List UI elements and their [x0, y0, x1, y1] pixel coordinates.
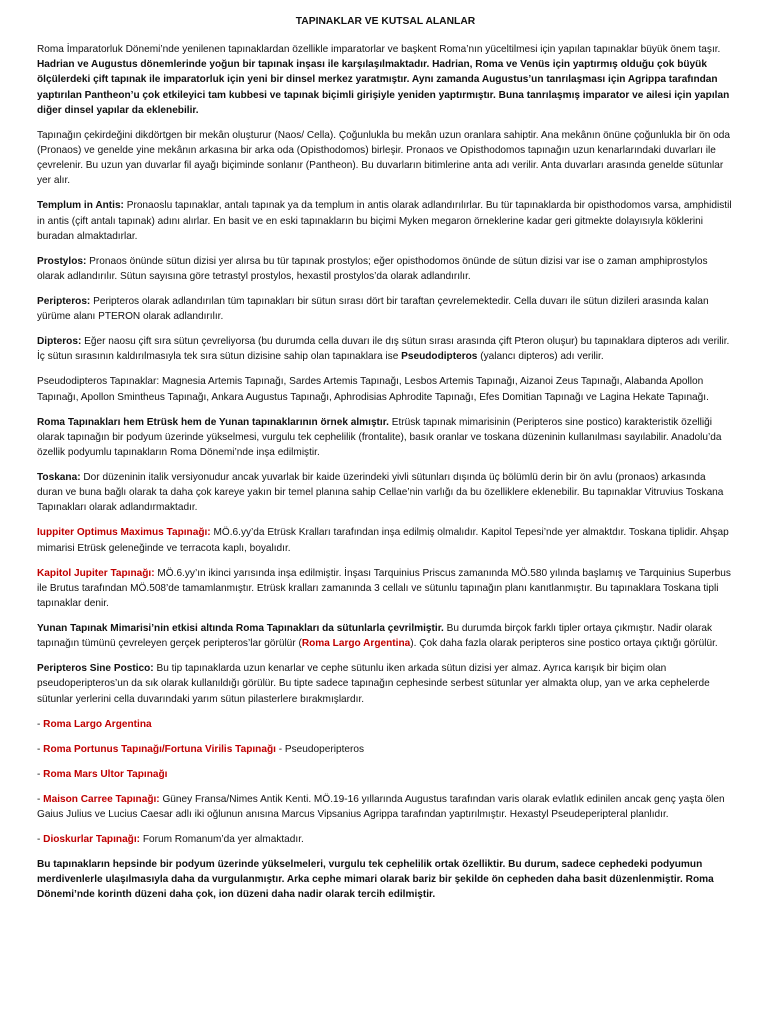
paragraph-roma-tapinaklari — [37, 415, 734, 461]
list-item-text: - Pseudoperipteros — [275, 743, 365, 755]
yunan-etkisi-text-end: ). Çok daha fazla olarak peripteros sine postico ortaya çıktığı görülür. — [410, 638, 718, 650]
list-item — [37, 742, 734, 757]
peripteros-text: Peripteros olarak adlandırılan tüm tapınakları bir sütun sırası dört bir taraftan çevrelemektedir. Cella duvarı ile sütun dizileri arasında kalan yürüme alanı PTERON olarak adlandırılır. — [37, 296, 709, 323]
term-prostylos: Prostylos: — [37, 255, 87, 267]
paragraph-iuppiter — [37, 525, 734, 555]
list-item-text: Forum Romanum’da yer almaktadır. — [140, 833, 304, 845]
paragraph-yunan-etkisi — [37, 621, 734, 651]
templum-in-antis-text: Pronaoslu tapınaklar, antalı tapınak ya da templum in antis olarak adlandırılırlar. Bu tür tapınaklarda bir opisthodomos varsa, amphidistil in antis (çift antalı tapınak) adını alırlar. En basit ve en eski tapınakların bu biçimi Myken megaron örneklerine kadar geri gitmekte dolayısıyla köklerini buradan almaktadırlar. — [37, 200, 732, 242]
list-dash: - — [37, 793, 44, 805]
term-sine-postico: Peripteros Sine Postico: — [37, 663, 154, 675]
paragraph-conclusion: Bu tapınakların hepsinde bir podyum üzerinde yükselmeleri, vurgulu tek cephelilik ortak özelliktir. Bu durum, sadece cephedeki podyumun merdivenlerle ulaşılmasıyla daha da vurgulanmıştır. Arka cephe mimari olarak bariz bir şekilde ön cepheden daha basit düzenlenmiştir. Roma Dönemi’nde korinth düzeni daha çok, ion düzeni daha nadir olarak tercih edilmiştir. — [37, 858, 714, 901]
list-item — [37, 767, 734, 782]
paragraph-templum-in-antis — [37, 198, 734, 244]
list-item-title: Roma Largo Argentina — [43, 718, 152, 730]
paragraph-kapitol-jupiter — [37, 566, 734, 612]
document-title: TAPINAKLAR VE KUTSAL ALANLAR — [295, 16, 476, 27]
list-item-title: Maison Carree Tapınağı: — [43, 793, 160, 805]
term-iuppiter: Iuppiter Optimus Maximus Tapınağı: — [37, 527, 211, 539]
list-item-title: Roma Mars Ultor Tapınağı — [43, 768, 168, 780]
list-item-text: Güney Fransa/Nimes Antik Kenti. MÖ.19-16 yıllarında Augustus tarafından varis olarak evlatlık edinilen ancak genç yaşta ölen Gaius Julius ve Lucius Caesar adlı iki oğlunun anısına Marcus Vipsanius Agrippa tarafından yaptırılmıştır. Hexastyl Pseudeperipteral planlıdır. — [37, 793, 725, 820]
term-toskana: Toskana: — [37, 472, 81, 484]
intro-bold-text: Hadrian ve Augustus dönemlerinde yoğun bir tapınak inşası ile karşılaşılmaktadır. Hadrian, Roma ve Venüs için yaptırmış olduğu çok büyük ölçülerdeki çift tapınak ile imparatorluk için yeni bir dinsel merkez yaratmıştır. Aynı zamanda Augustus’un tanrılaşması için Agrippa tarafından yaptırılan Pantheon’u çok etkileyici tam kubbesi ve tapınak biçimli girişiyle yeniden yaptırmıştır. Buna tanrılaşmış imparator ve ailesi için yapılan diğer dinsel yapılar da eklenebilir. — [37, 59, 730, 116]
paragraph-dipteros — [37, 334, 734, 364]
list-item-title: Dioskurlar Tapınağı: — [43, 833, 141, 845]
list-item — [37, 717, 734, 732]
roma-tapinaklari-bold: Roma Tapınakları hem Etrüsk hem de Yunan tapınaklarının örnek almıştır. — [37, 416, 389, 428]
paragraph-peripteros — [37, 294, 734, 324]
intro-text: Roma İmparatorluk Dönemi’nde yenilenen tapınaklardan özellikle imparatorlar ve başkent Roma’nın yüceltilmesi için yapılan tapınaklar büyük önem taşır. — [37, 44, 721, 55]
term-kapitol-jupiter: Kapitol Jupiter Tapınağı: — [37, 567, 155, 579]
list-dash: - — [37, 833, 44, 845]
paragraph-intro — [37, 42, 734, 118]
roma-tapinaklari-text: Etrüsk tapınak mimarisinin (Peripteros sine postico) karakteristik özelliği olarak tapınağın bir podyum üzerinde yükselmesi, vurgulu tek cephelilik (frontalite), basık oranlar ve toskana düzeninin kullanılması sayılabilir. Anadolu’da özellik podyumlu tapınakların Roma Dönemi’nde inşa edilmiştir. — [37, 416, 722, 459]
list-dash: - — [37, 768, 44, 780]
list-dash: - — [37, 743, 44, 755]
kapitol-jupiter-text: MÖ.6.yy’ın ikinci yarısında inşa edilmiştir. İnşası Tarquinius Priscus zamanında MÖ.580 yılında başlamış ve Tarquinius Superbus ile Brutus tarafından MÖ.508’de tamamlanmıştır. Etrüsk kralları zamanında 3 cellalı ve sütunlu tapınağın planı kanıtlanmıştır. Bu tapınaklara Toskana tipli tapınaklar denir. — [37, 567, 731, 610]
paragraph-sine-postico — [37, 661, 734, 707]
list-dash: - — [37, 718, 44, 730]
term-templum-in-antis: Templum in Antis: — [37, 200, 124, 212]
paragraph-pseudodipteros-list: Pseudodipteros Tapınaklar: Magnesia Artemis Tapınağı, Sardes Artemis Tapınağı, Lesbos Artemis Tapınağı, Aizanoi Zeus Tapınağı, Alabanda Apollon Tapınağı, Apollon Smintheus Tapınağı, Ankara Augustus Tapınağı, Aphrodisias Aphrodite Tapınağı, Efes Domitian Tapınağı ve Lagina Hekate Tapınağı. — [37, 376, 709, 403]
dipteros-text-end: (yalancı dipteros) adı verilir. — [477, 351, 604, 363]
yunan-etkisi-red: Roma Largo Argentina — [301, 638, 411, 650]
list-item-title: Roma Portunus Tapınağı/Fortuna Virilis Tapınağı — [43, 743, 276, 755]
yunan-etkisi-bold: Yunan Tapınak Mimarisi’nin etkisi altında Roma Tapınakları da sütunlarla çevrilmiştir. — [37, 623, 444, 635]
list-item — [37, 832, 734, 847]
paragraph-naos: Tapınağın çekirdeğini dikdörtgen bir mekân oluşturur (Naos/ Cella). Çoğunlukla bu mekân uzun oranlara sahiptir. Ana mekânın önüne çoğunlukla bir ön oda (Pronaos) ve genelde yine mekânın arkasına bir arka oda (Opisthodomos) birleşir. Pronaos ve Opisthodomos tapınağın uzun kenarlarındaki duvarları ile çevrelenir. Bu uzun yan duvarlar fil ayağı biçiminde sonlanır (Pantheon). Bu duvarların bitimlerine anta adı verilir. Anta duvarları arasında genelde sütunlar yer alır. — [37, 129, 730, 187]
paragraph-toskana — [37, 470, 734, 516]
iuppiter-text: MÖ.6.yy’da Etrüsk Kralları tarafından inşa edilmiş olmalıdır. Kapitol Tepesi’nde yer almaktdır. Toskana tiplidir. Ahşap mimarisi Etrüsk geleneğinde ve terracota kaplı, boyalıdır. — [37, 527, 729, 554]
term-pseudodipteros: Pseudodipteros — [401, 351, 478, 363]
yunan-etkisi-text: Bu durumda birçok farklı tipler ortaya çıkmıştır. Nadir olarak tapınağın tümünü çevreleyen gerçek peripteros’lar görülür ( — [37, 623, 713, 650]
prostylos-text: Pronaos önünde sütun dizisi yer alırsa bu tür tapınak prostylos; eğer opisthodomos önünde de sütun dizisi var ise o zaman amphiprostylos olarak adlandırılır. Sütun sayısına göre tetrastyl prostylos, hexastil prostylos’da olarak adlandırılır. — [37, 255, 708, 283]
paragraph-prostylos — [37, 254, 734, 284]
list-item — [37, 792, 734, 822]
dipteros-text: Eğer naosu çift sıra sütun çevreliyorsa (bu durumda cella duvarı ile dış sütun sırası arasında çift Pteron oluşur) bu tapınaklara dipteros adı verilir. İç sütun sırasının kaldırılmasıyla tek sıra sütun dizisine sahip olan tapınaklara ise — [37, 336, 730, 363]
sine-postico-text: Bu tip tapınaklarda uzun kenarlar ve cephe sütunlu iken arkada sütun dizisi yer almaz. Ayrıca karışık bir biçim olan pseudoperipteros’un da sık olarak kullanıldığı görülür. Bu tipte sadece tapınağın cephesinde serbest sütunlar yer almakta olup, yan ve arka cephelerde sütunlar yerlerini cella duvarındaki yarım sütun pilasterlere bırakmışlardır. — [37, 663, 710, 705]
term-peripteros: Peripteros: — [37, 296, 91, 308]
term-dipteros: Dipteros: — [37, 336, 82, 348]
toskana-text: Dor düzeninin italik versiyonudur ancak yuvarlak bir kaide üzerindeki yivli sütunları dışında üç bölümlü derin bir ön avlu (pronaos) arkasında duran ve buna bağlı olarak ta daha çok kareye yakın bir temel planına sahip Cellae’nin varlığı da bu özelliklere eklenebilir. Bu tapınaklar Vitruvius Toskana Tapınakları olarak adlandırmaktadır. — [37, 472, 724, 514]
